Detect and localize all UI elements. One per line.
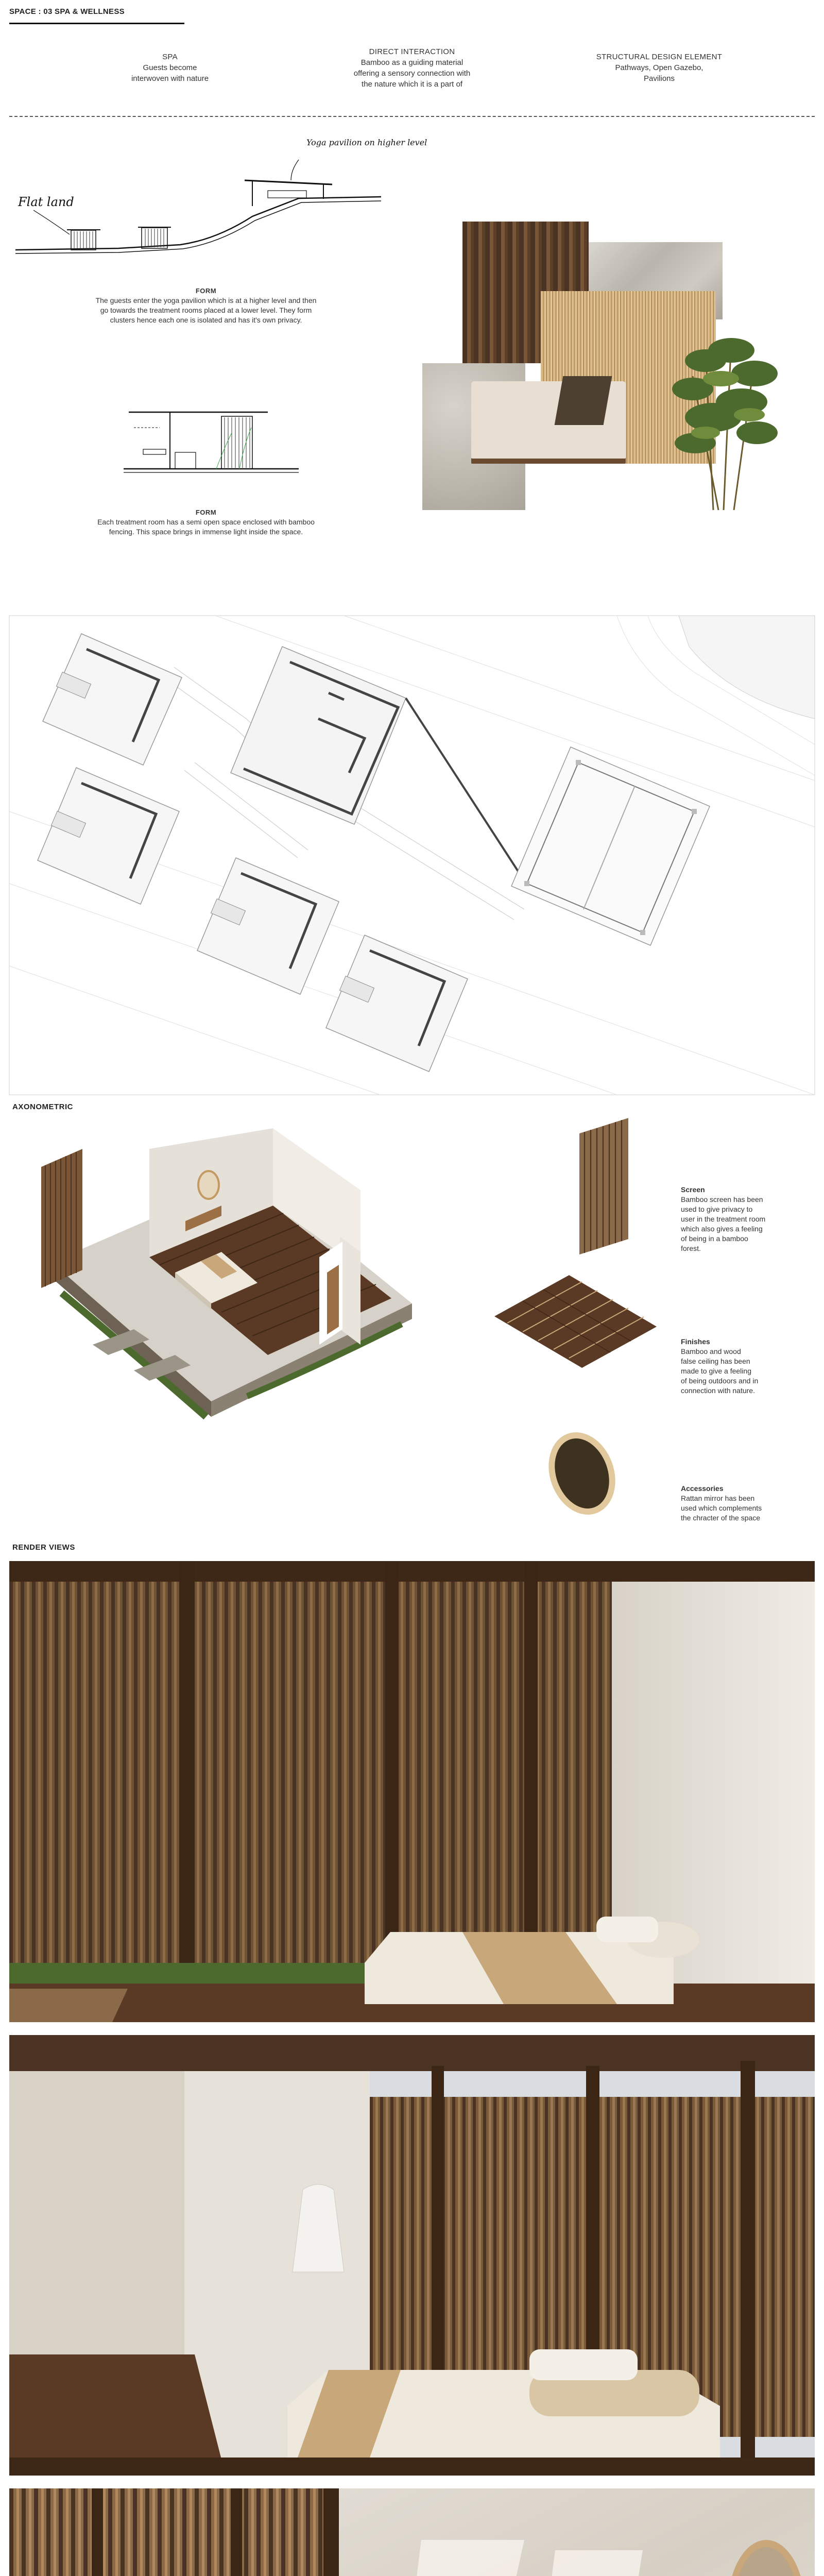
axo-caption-line: forest. bbox=[681, 1244, 701, 1252]
axo-caption-line: used to give privacy to bbox=[681, 1205, 753, 1213]
axo-caption-screen bbox=[681, 1185, 799, 1253]
render-views-section-label: RENDER VIEWS bbox=[12, 1543, 75, 1552]
intro-direct-interaction bbox=[335, 46, 489, 90]
axo-caption-line: the chracter of the space bbox=[681, 1514, 761, 1522]
intro-line: the nature which it is a part of bbox=[362, 80, 462, 89]
axo-caption-line: used which complements bbox=[681, 1504, 762, 1512]
axo-caption-line: Bamboo screen has been bbox=[681, 1195, 763, 1204]
intro-spa bbox=[98, 52, 242, 84]
intro-heading: STRUCTURAL DESIGN ELEMENT bbox=[596, 53, 723, 61]
intro-structural bbox=[587, 52, 731, 84]
axo-bamboo-screen bbox=[41, 1149, 82, 1288]
form-caption-line: Each treatment room has a semi open space enclosed with bamboo bbox=[97, 518, 315, 526]
screen-component-image bbox=[574, 1118, 636, 1257]
axo-caption-line: which also gives a feeling bbox=[681, 1225, 763, 1233]
site-plan-drawing bbox=[9, 616, 815, 1095]
intro-line: interwoven with nature bbox=[131, 74, 209, 83]
yoga-pavilion-note: Yoga pavilion on higher level bbox=[306, 138, 427, 147]
render-view-2 bbox=[9, 2035, 815, 2476]
bamboo-plant-image bbox=[664, 330, 788, 515]
intro-line: Bamboo as a guiding material bbox=[360, 58, 464, 67]
axo-caption-line: Bamboo and wood bbox=[681, 1347, 741, 1355]
finishes-component-image bbox=[492, 1270, 662, 1373]
material-collage bbox=[422, 222, 793, 515]
render-view-1 bbox=[9, 1561, 815, 2022]
axo-caption-title: Accessories bbox=[681, 1484, 724, 1493]
form-caption-2 bbox=[36, 507, 376, 537]
form-sketch-section bbox=[10, 129, 427, 283]
intro-line: Guests become bbox=[143, 63, 197, 72]
intro-line: Pavilions bbox=[643, 74, 675, 83]
axo-caption-line: Rattan mirror has been bbox=[681, 1494, 755, 1502]
form-sketch-room bbox=[113, 392, 309, 505]
form-caption-line: go towards the treatment rooms placed at a lower level. They form bbox=[100, 306, 312, 314]
axo-caption-title: Finishes bbox=[681, 1337, 710, 1346]
axonometric-room-model bbox=[31, 1128, 422, 1499]
form-caption-label: FORM bbox=[195, 287, 217, 295]
form-caption-line: fencing. This space brings in immense light inside the space. bbox=[109, 528, 303, 536]
render-view-3 bbox=[9, 2488, 815, 2576]
flat-land-label: Flat land bbox=[18, 195, 74, 209]
axo-caption-line: made to give a feeling bbox=[681, 1367, 751, 1375]
axo-caption-line: false ceiling has been bbox=[681, 1357, 750, 1365]
axonometric-section-label: AXONOMETRIC bbox=[12, 1103, 73, 1111]
axo-caption-title: Screen bbox=[681, 1185, 705, 1194]
form-caption-line: clusters hence each one is isolated and has it's own privacy. bbox=[110, 316, 302, 324]
intro-heading: SPA bbox=[162, 53, 178, 61]
axo-caption-line: of being in a bamboo bbox=[681, 1234, 748, 1243]
axo-caption-line: user in the treatment room bbox=[681, 1215, 766, 1223]
title-underline bbox=[9, 23, 184, 24]
intro-line: Pathways, Open Gazebo, bbox=[615, 63, 703, 72]
form-caption-line: The guests enter the yoga pavilion which is at a higher level and then bbox=[95, 296, 317, 304]
axo-caption-line: of being outdoors and in bbox=[681, 1377, 759, 1385]
dashed-divider bbox=[9, 116, 815, 117]
accessories-mirror-image bbox=[541, 1425, 623, 1522]
intro-line: offering a sensory connection with bbox=[353, 69, 471, 78]
bed-runner bbox=[555, 376, 612, 425]
axo-caption-accessories bbox=[681, 1484, 799, 1523]
axo-caption-finishes bbox=[681, 1337, 799, 1396]
form-caption-label: FORM bbox=[195, 509, 217, 516]
intro-heading: DIRECT INTERACTION bbox=[369, 47, 455, 56]
axo-caption-line: connection with nature. bbox=[681, 1386, 755, 1395]
form-caption-1 bbox=[36, 286, 376, 325]
page-title: SPACE : 03 SPA & WELLNESS bbox=[9, 7, 125, 16]
